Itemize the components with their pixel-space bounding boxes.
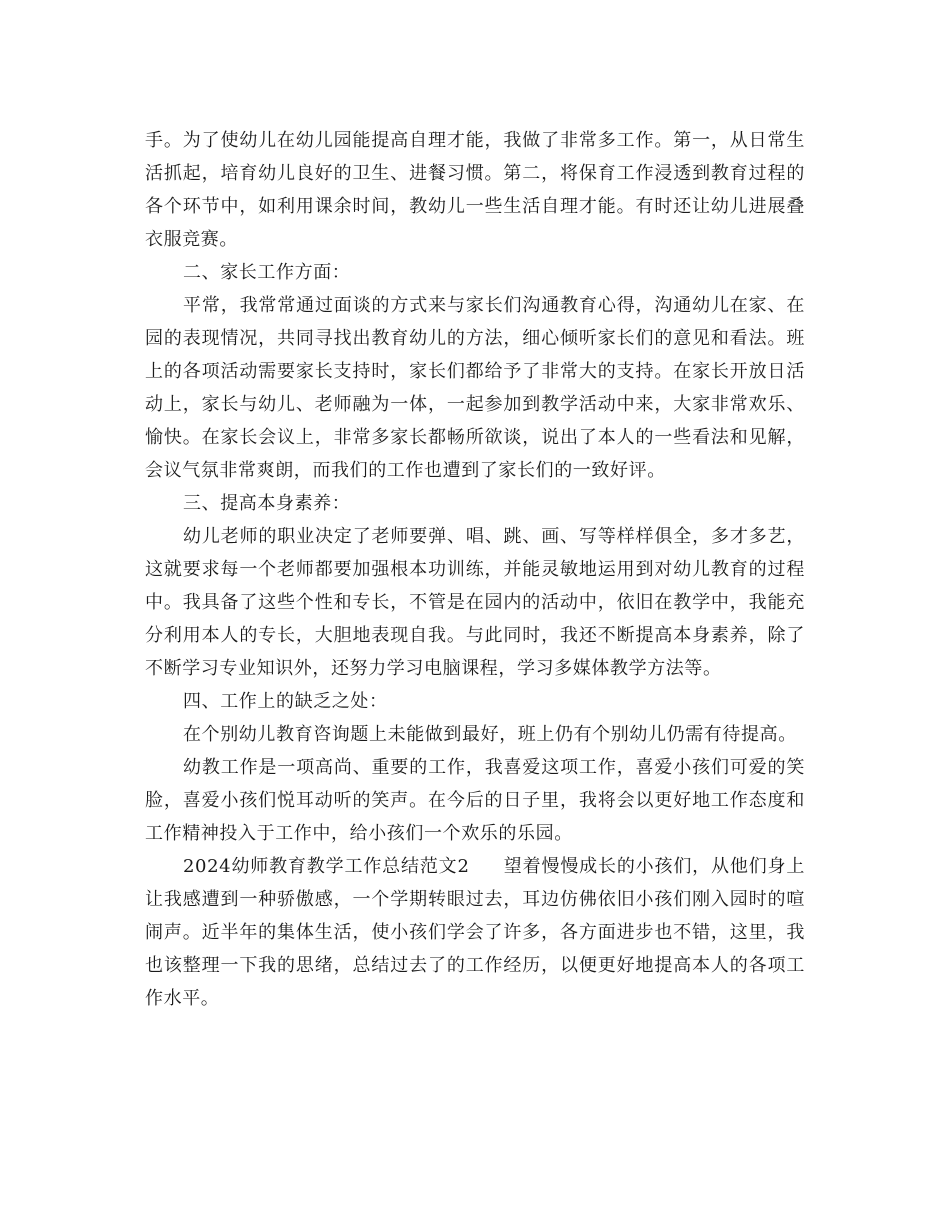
heading-parent-work: 二、家长工作方面：	[183, 262, 351, 283]
paragraph-self-improvement: 幼儿老师的职业决定了老师要弹、唱、跳、画、写等样样俱全，多才多艺，这就要求每一个老师都要加强根本功训练，并能灵敏地运用到对幼儿教育的过程中。我具备了这些个性和专长，不管是在园内的活动中，依旧在教学中，我能充分利用本人的专长，大胆地表现自我。与此同时，我还不断提高本身素养，除了不断学习专业知识外，还努力学习电脑课程，学习多媒体教学方法等。	[145, 526, 805, 679]
paragraph-section-2	[145, 850, 805, 1015]
heading-shortcomings: 四、工作上的缺乏之处：	[183, 691, 388, 712]
document-body	[145, 124, 805, 1015]
paragraph-shortcomings: 在个别幼儿教育咨询题上未能做到最好，班上仍有个别幼儿仍需有待提高。	[183, 724, 797, 745]
paragraph-conclusion: 幼教工作是一项高尚、重要的工作，我喜爱这项工作，喜爱小孩们可爱的笑脸，喜爱小孩们悦耳动听的笑声。在今后的日子里，我将会以更好地工作态度和工作精神投入于工作中，给小孩们一个欢乐的乐园。	[145, 757, 805, 844]
paragraph-self-care-continued: 手。为了使幼儿在幼儿园能提高自理才能，我做了非常多工作。第一，从日常生活抓起，培育幼儿良好的卫生、进餐习惯。第二，将保育工作浸透到教育过程的各个环节中，如利用课余时间，教幼儿一些生活自理才能。有时还让幼儿进展叠衣服竞赛。	[145, 130, 805, 250]
paragraph-parent-work: 平常，我常常通过面谈的方式来与家长们沟通教育心得，沟通幼儿在家、在园的表现情况，共同寻找出教育幼儿的方法，细心倾听家长们的意见和看法。班上的各项活动需要家长支持时，家长们都给予了非常大的支持。在家长开放日活动上，家长与幼儿、老师融为一体，一起参加到教学活动中来，大家非常欢乐、愉快。在家长会议上，非常多家长都畅所欲谈，说出了本人的一些看法和见解，会议气氛非常爽朗，而我们的工作也遭到了家长们的一致好评。	[145, 295, 805, 481]
section-2-heading: 2024幼师教育教学工作总结范文2	[183, 856, 470, 877]
section-2-body: 望着慢慢成长的小孩们，从他们身上让我感遭到一种骄傲感，一个学期转眼过去，耳边仿佛依旧小孩们刚入园时的喧闹声。近半年的集体生活，使小孩们学会了许多，各方面进步也不错，这里，我也该整理一下我的思绪，总结过去了的工作经历，以便更好地提高本人的各项工作水平。	[145, 856, 805, 1009]
heading-self-improvement: 三、提高本身素养：	[183, 493, 351, 514]
